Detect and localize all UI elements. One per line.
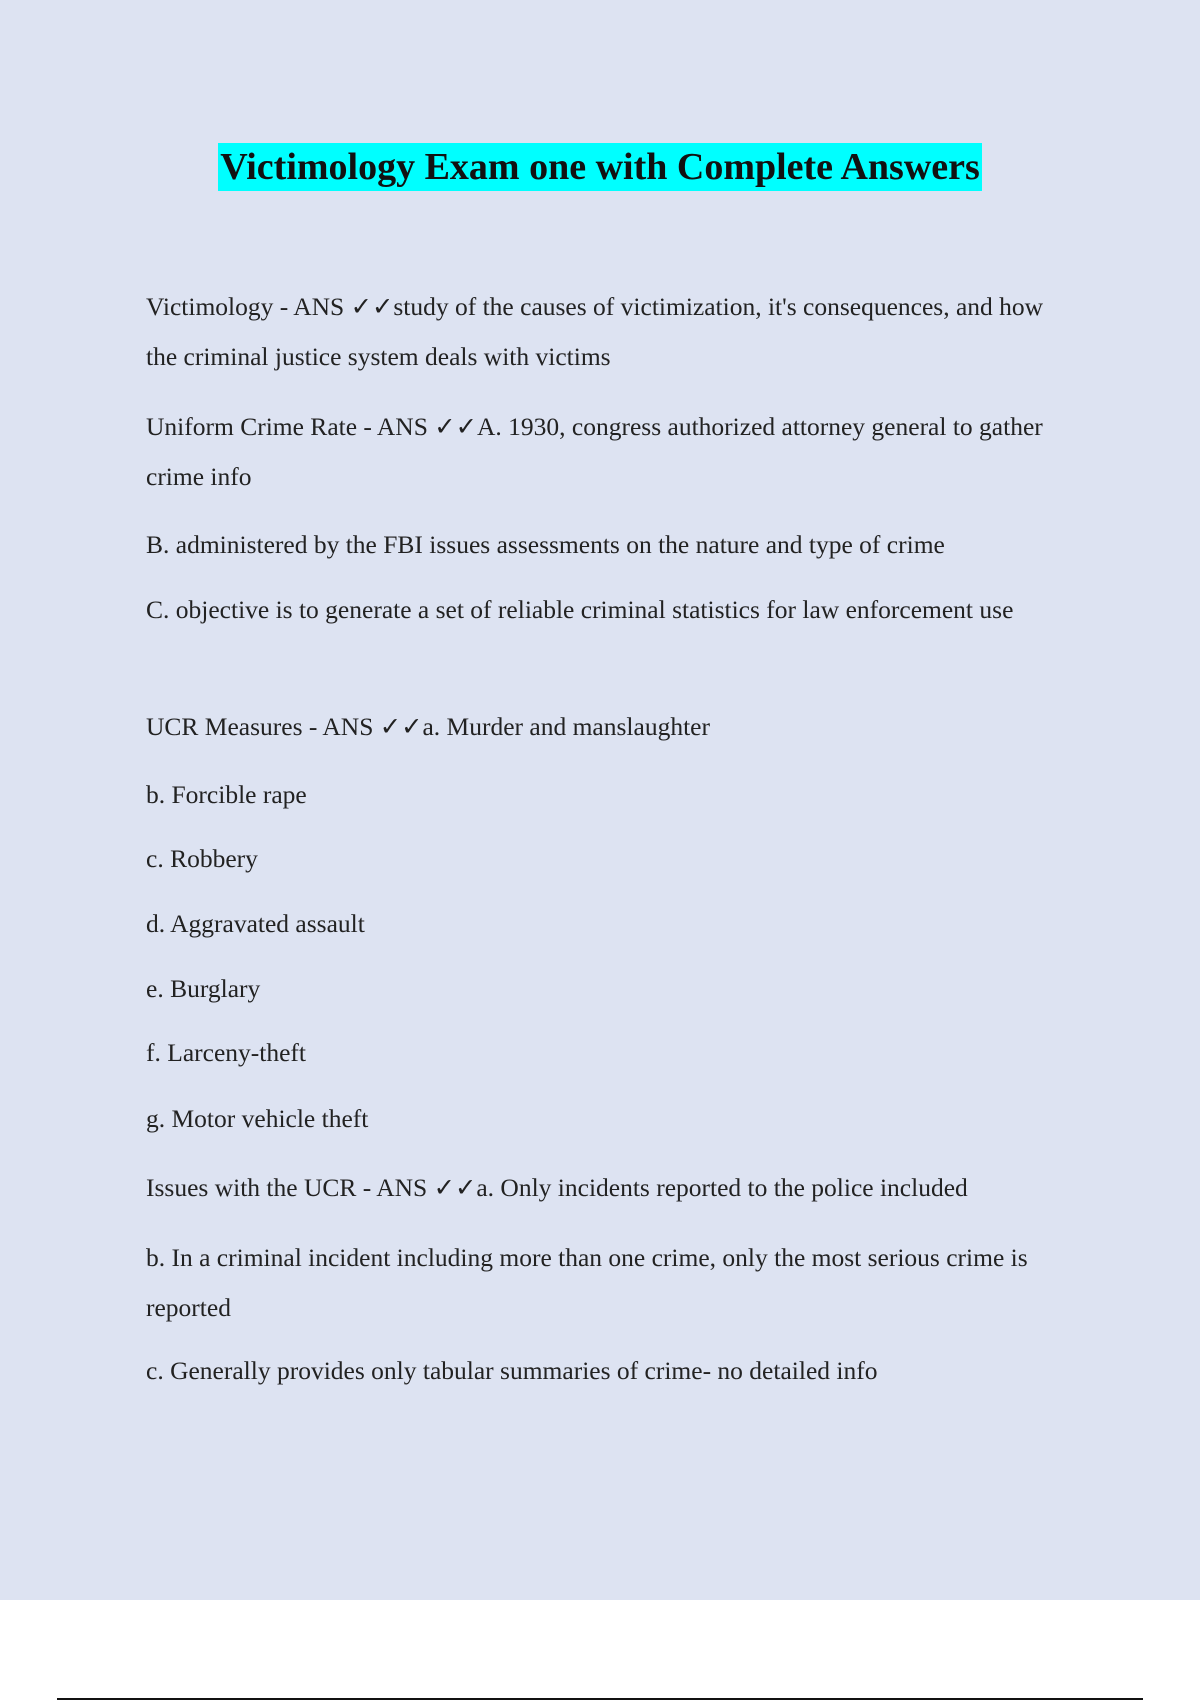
answer-text: C. objective is to generate a set of reliable criminal statistics for law enforcement use xyxy=(146,595,1014,624)
term-label: UCR Measures - xyxy=(146,712,323,741)
list-item xyxy=(146,834,1076,884)
answer-text: a. Only incidents reported to the police included xyxy=(476,1173,968,1202)
answer-text: c. Robbery xyxy=(146,844,258,873)
paragraph-ucr-measures xyxy=(146,702,1076,752)
list-item xyxy=(146,1233,1076,1333)
answer-marker: ANS ✓✓ xyxy=(376,412,477,441)
title-container xyxy=(0,143,1200,191)
answer-text: A. 1930, congress authorized attorney general to gather crime info xyxy=(146,412,1043,491)
answer-marker: ANS ✓✓ xyxy=(322,712,423,741)
term-label: Victimology - xyxy=(146,292,294,321)
list-item xyxy=(146,964,1076,1014)
answer-text: f. Larceny-theft xyxy=(146,1038,306,1067)
answer-text: b. In a criminal incident including more than one crime, only the most serious crime is reported xyxy=(146,1243,1028,1322)
answer-marker: ANS ✓✓ xyxy=(376,1173,477,1202)
answer-text: e. Burglary xyxy=(146,974,261,1003)
answer-text: d. Aggravated assault xyxy=(146,909,365,938)
answer-text: B. administered by the FBI issues assessments on the nature and type of crime xyxy=(146,530,945,559)
paragraph-uniform-crime-rate xyxy=(146,402,1076,502)
paragraph-ucr-c xyxy=(146,585,1076,635)
answer-text: c. Generally provides only tabular summaries of crime- no detailed info xyxy=(146,1356,878,1385)
term-label: Issues with the UCR - xyxy=(146,1173,377,1202)
document-title: Victimology Exam one with Complete Answers xyxy=(218,143,982,191)
paragraph-ucr-b xyxy=(146,520,1076,570)
answer-text: a. Murder and manslaughter xyxy=(422,712,710,741)
list-item xyxy=(146,1094,1076,1144)
answer-text: b. Forcible rape xyxy=(146,780,307,809)
answer-marker: ANS ✓✓ xyxy=(293,292,394,321)
list-item xyxy=(146,1028,1076,1078)
paragraph-victimology xyxy=(146,282,1076,382)
answer-text: g. Motor vehicle theft xyxy=(146,1104,369,1133)
term-label: Uniform Crime Rate - xyxy=(146,412,377,441)
list-item xyxy=(146,1346,1076,1396)
paragraph-issues-ucr xyxy=(146,1163,1076,1213)
answer-text: study of the causes of victimization, it's consequences, and how the criminal justice system deals with victims xyxy=(146,292,1044,371)
list-item xyxy=(146,770,1076,820)
list-item xyxy=(146,899,1076,949)
